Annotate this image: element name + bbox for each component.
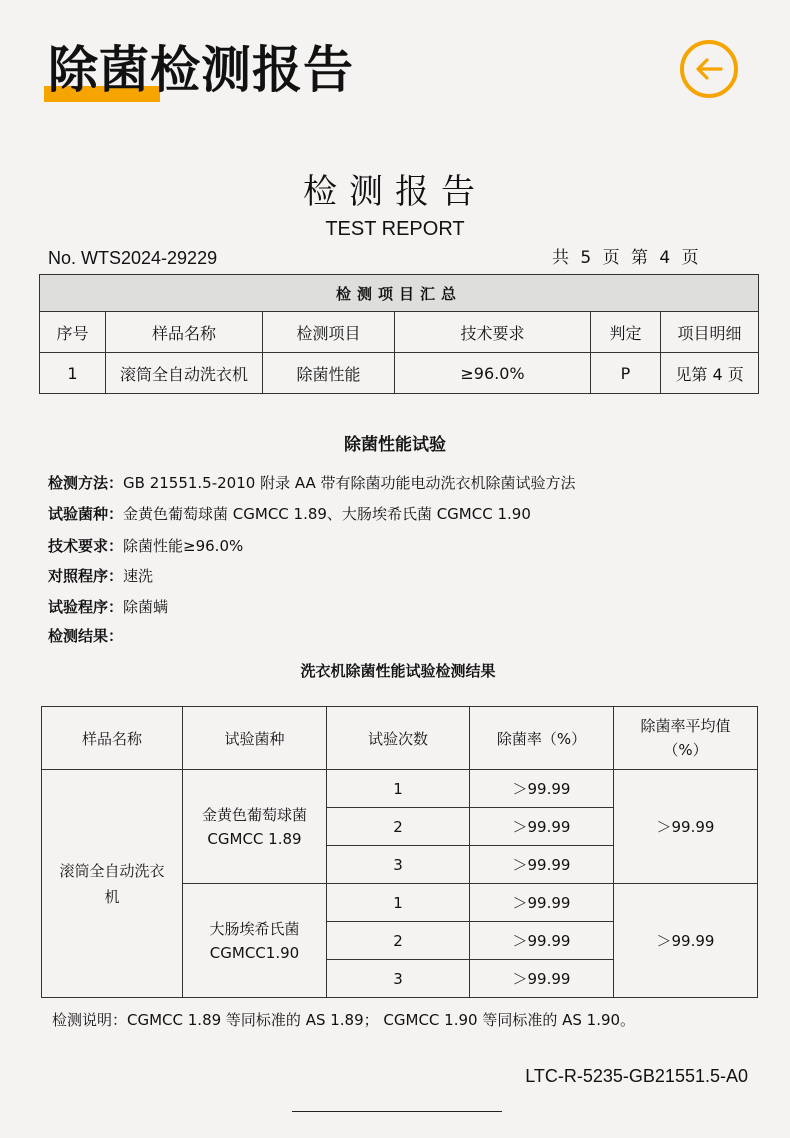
info-label: 对照程序： bbox=[48, 567, 124, 585]
info-line-method bbox=[48, 472, 576, 494]
rate-cell: ＞99.99 bbox=[470, 846, 614, 884]
summary-cell: 滚筒全自动洗衣机 bbox=[106, 353, 263, 394]
run-number-cell: 1 bbox=[327, 884, 470, 922]
info-value: 速洗 bbox=[123, 567, 154, 585]
info-line-result bbox=[48, 625, 123, 647]
run-number-cell: 3 bbox=[327, 846, 470, 884]
rate-cell: ＞99.99 bbox=[470, 884, 614, 922]
average-cell: ＞99.99 bbox=[614, 770, 758, 884]
info-value: GB 21551.5-2010 附录 AA 带有除菌功能电动洗衣机除菌试验方法 bbox=[123, 474, 576, 492]
rate-cell: ＞99.99 bbox=[470, 808, 614, 846]
rate-cell: ＞99.99 bbox=[470, 922, 614, 960]
summary-cell: P bbox=[591, 353, 661, 394]
results-header-cell: 除菌率平均值（%） bbox=[614, 707, 758, 770]
summary-caption: 检测项目汇总 bbox=[40, 275, 759, 312]
info-label: 试验菌种： bbox=[48, 505, 124, 523]
info-label: 检测方法： bbox=[48, 474, 124, 492]
strain-code: CGMCC 1.89 bbox=[207, 829, 302, 848]
info-line-strains bbox=[48, 503, 531, 525]
results-header-cell: 试验菌种 bbox=[183, 707, 327, 770]
table-row bbox=[42, 770, 758, 808]
results-header-cell: 除菌率（%） bbox=[470, 707, 614, 770]
divider bbox=[292, 1111, 502, 1112]
summary-header-cell: 序号 bbox=[40, 312, 106, 353]
summary-header-cell: 检测项目 bbox=[263, 312, 395, 353]
strain-cell bbox=[183, 770, 327, 884]
run-number-cell: 2 bbox=[327, 922, 470, 960]
summary-header-cell: 技术要求 bbox=[395, 312, 591, 353]
page-title: 除菌检测报告 bbox=[48, 41, 354, 99]
page-info: 共 5 页 第 4 页 bbox=[552, 248, 702, 268]
info-line-program bbox=[48, 596, 168, 618]
test-note: 检测说明：CGMCC 1.89 等同标准的 AS 1.89； CGMCC 1.90 等同标准的 AS 1.90。 bbox=[52, 1011, 636, 1029]
run-number-cell: 2 bbox=[327, 808, 470, 846]
rate-cell: ＞99.99 bbox=[470, 770, 614, 808]
summary-header-cell: 判定 bbox=[591, 312, 661, 353]
summary-cell: 见第 4 页 bbox=[661, 353, 759, 394]
summary-cell: ≥96.0% bbox=[395, 353, 591, 394]
summary-table bbox=[39, 274, 759, 394]
info-label: 试验程序： bbox=[48, 598, 124, 616]
strain-name: 金黄色葡萄球菌 bbox=[201, 805, 307, 824]
strain-cell bbox=[183, 884, 327, 998]
summary-header-cell: 样品名称 bbox=[106, 312, 263, 353]
strain-code: CGMCC1.90 bbox=[209, 943, 300, 962]
info-line-requirement bbox=[48, 535, 243, 557]
strain-name: 大肠埃希氏菌 bbox=[209, 919, 300, 938]
run-number-cell: 3 bbox=[327, 960, 470, 998]
report-title-en: TEST REPORT bbox=[325, 218, 465, 240]
arrow-left-icon bbox=[691, 51, 727, 87]
results-table bbox=[41, 706, 758, 998]
report-number: No. WTS2024-29229 bbox=[48, 248, 218, 268]
info-value: 金黄色葡萄球菌 CGMCC 1.89、大肠埃希氏菌 CGMCC 1.90 bbox=[123, 505, 531, 523]
section-title: 除菌性能试验 bbox=[344, 435, 446, 455]
average-cell: ＞99.99 bbox=[614, 884, 758, 998]
document-code: LTC-R-5235-GB21551.5-A0 bbox=[525, 1066, 748, 1086]
info-label: 检测结果： bbox=[48, 627, 124, 645]
summary-cell: 除菌性能 bbox=[263, 353, 395, 394]
summary-header-cell: 项目明细 bbox=[661, 312, 759, 353]
results-header-cell: 试验次数 bbox=[327, 707, 470, 770]
info-label: 技术要求： bbox=[48, 537, 124, 555]
summary-cell: 1 bbox=[40, 353, 106, 394]
results-caption: 洗衣机除菌性能试验检测结果 bbox=[300, 662, 496, 680]
sample-name-cell: 滚筒全自动洗衣机 bbox=[42, 770, 183, 998]
results-header-cell: 样品名称 bbox=[42, 707, 183, 770]
info-value: 除菌螨 bbox=[123, 598, 169, 616]
report-title-cn: 检测报告 bbox=[303, 172, 487, 212]
info-line-control bbox=[48, 565, 153, 587]
back-button[interactable] bbox=[680, 40, 738, 98]
run-number-cell: 1 bbox=[327, 770, 470, 808]
table-row bbox=[40, 353, 759, 394]
info-value: 除菌性能≥96.0% bbox=[123, 537, 244, 555]
rate-cell: ＞99.99 bbox=[470, 960, 614, 998]
